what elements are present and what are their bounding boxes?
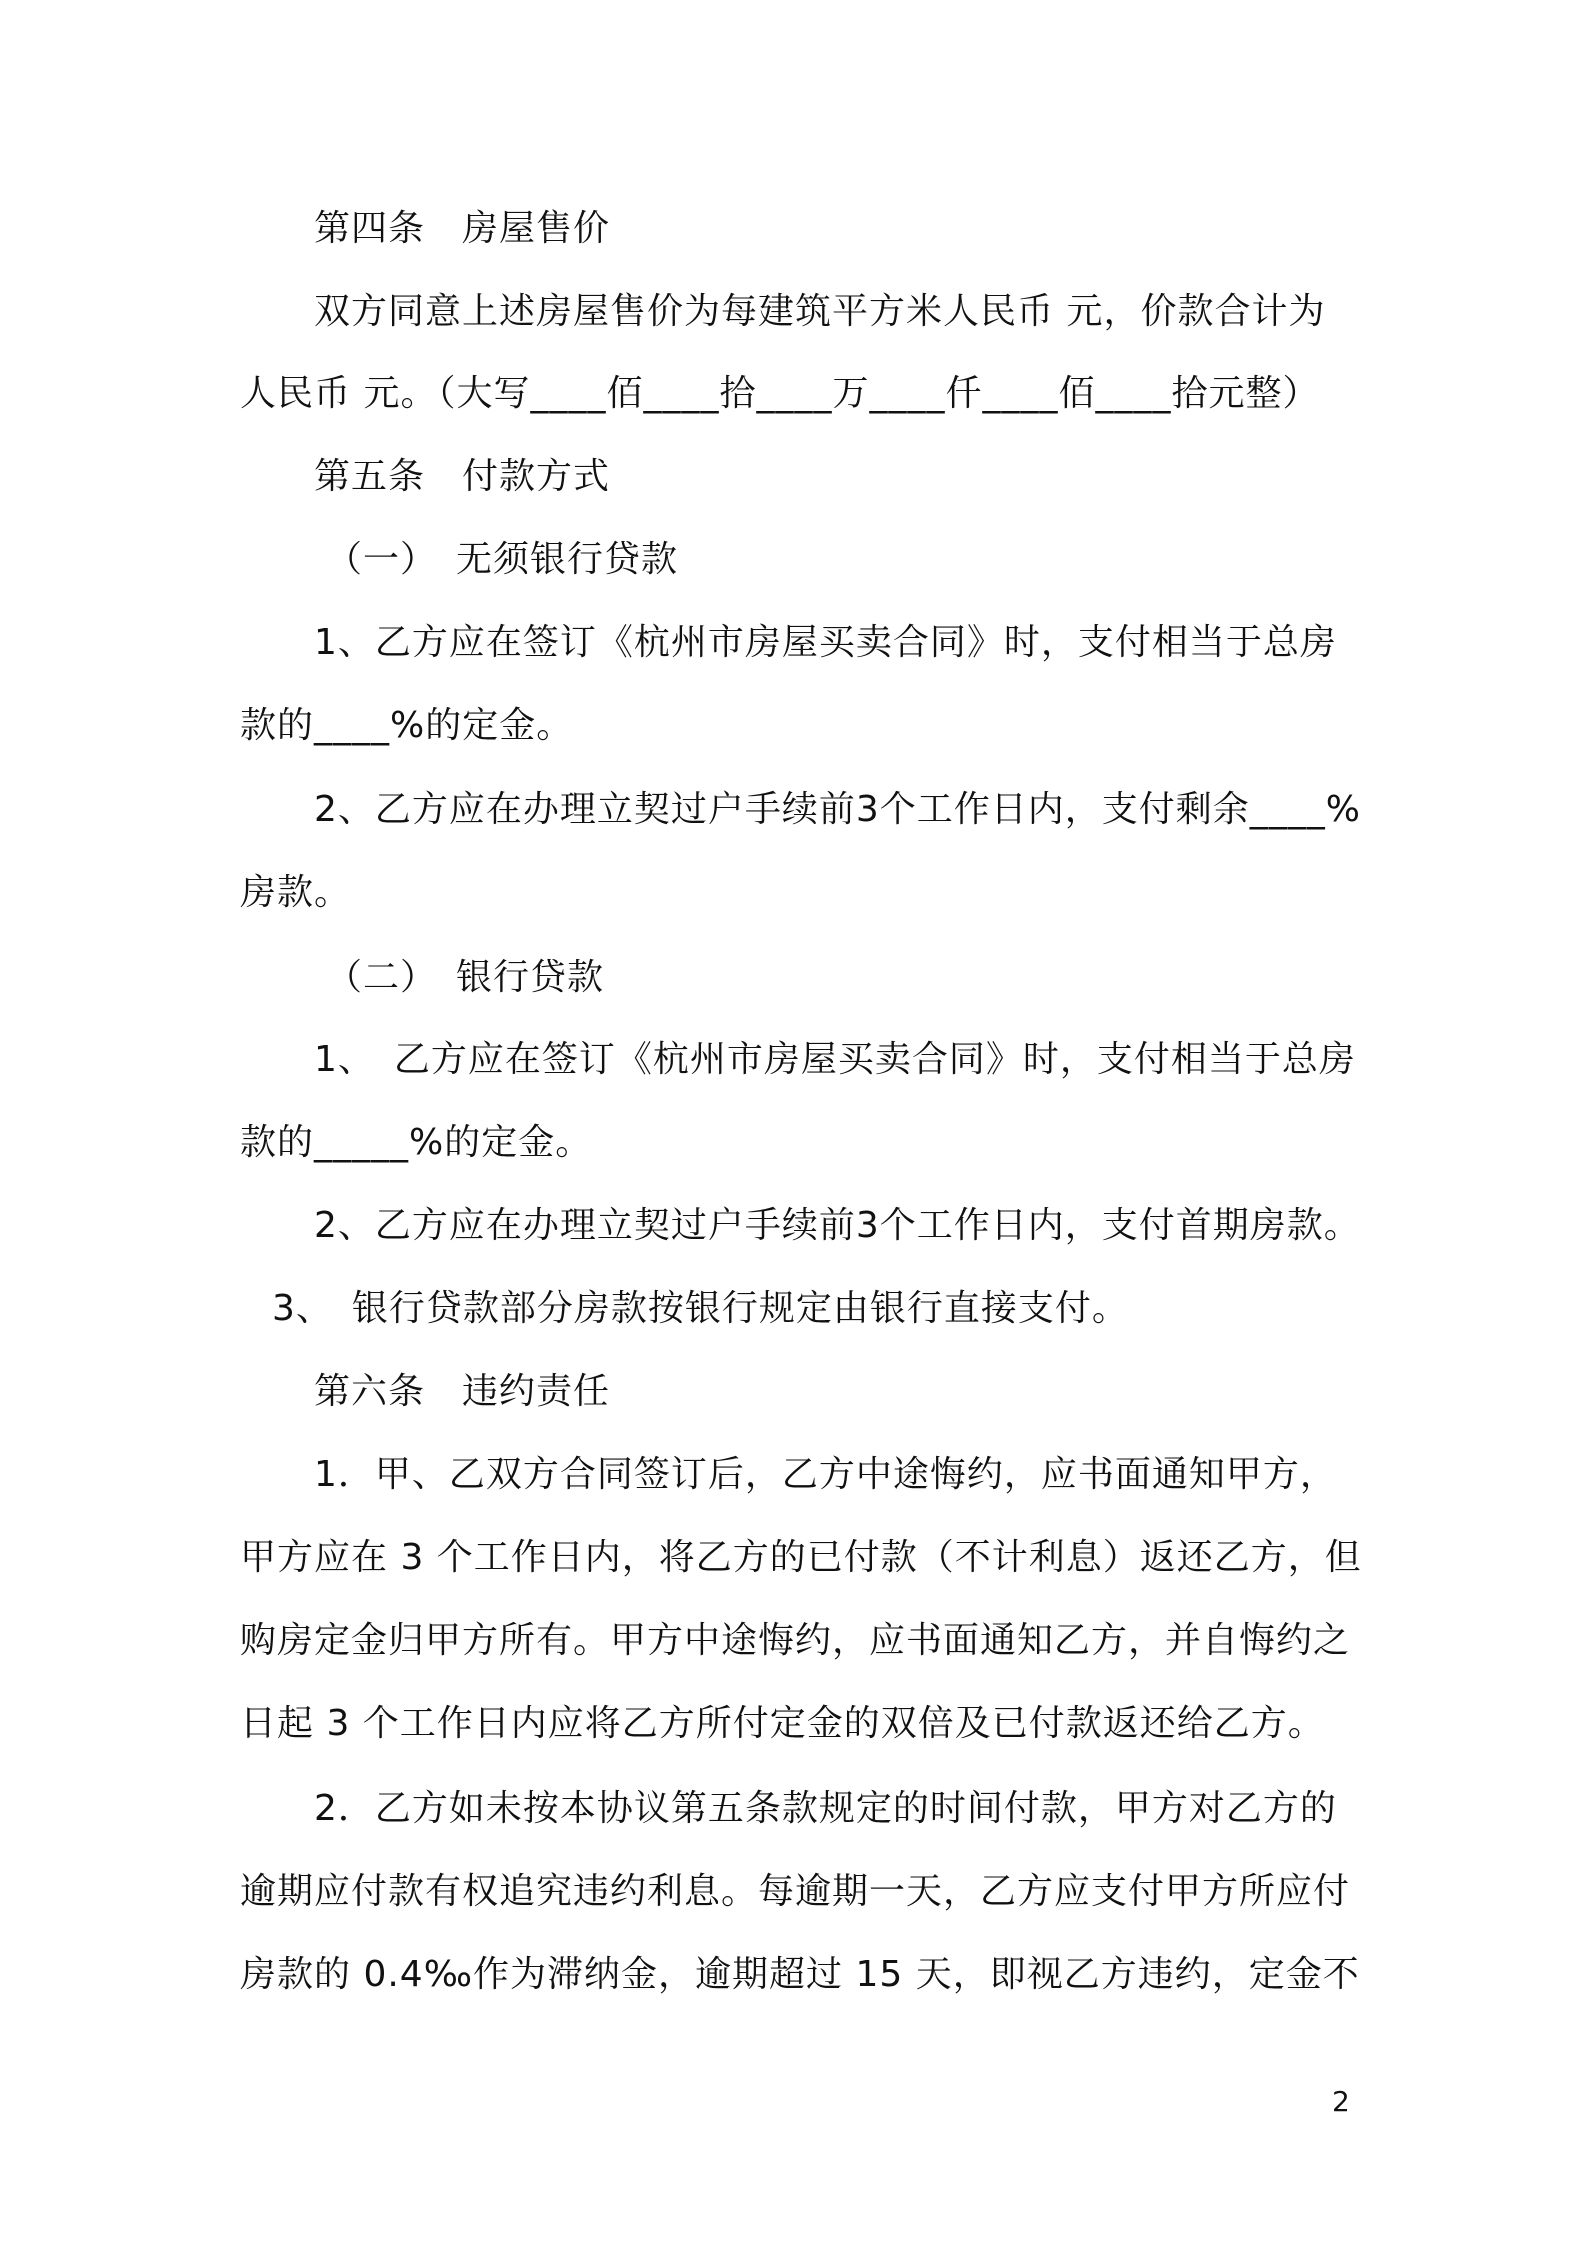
article-five-heading: 第五条 付款方式 [314,456,611,497]
paragraph-line: 款的_____%的定金。 [240,1122,593,1163]
section-heading: （二） 银行贷款 [326,957,605,998]
paragraph-line: 房款。 [240,872,352,913]
paragraph-line: 1、乙方应在签订《杭州市房屋买卖合同》时，支付相当于总房 [314,622,1337,663]
paragraph-line: 人民币 元。（大写____佰____拾____万____仟____佰____拾元整） [240,373,1320,414]
paragraph-line: 2、乙方应在办理立契过户手续前3个工作日内，支付剩余____% [314,789,1362,830]
article-six-heading: 第六条 违约责任 [314,1371,611,1412]
paragraph-line: 3、 银行贷款部分房款按银行规定由银行直接支付。 [272,1288,1129,1329]
paragraph-line: 逾期应付款有权追究违约利息。每逾期一天，乙方应支付甲方所应付 [240,1871,1351,1912]
page-number: 2 [1332,2085,1350,2118]
paragraph-line: 日起 3 个工作日内应将乙方所付定金的双倍及已付款返还给乙方。 [240,1703,1325,1744]
paragraph-line: 双方同意上述房屋售价为每建筑平方米人民币 元，价款合计为 [314,291,1326,332]
article-four-heading: 第四条 房屋售价 [314,208,611,249]
paragraph-line: 购房定金归甲方所有。甲方中途悔约，应书面通知乙方，并自悔约之 [240,1620,1351,1661]
paragraph-line: 甲方应在 3 个工作日内，将乙方的已付款（不计利息）返还乙方，但 [240,1537,1362,1578]
paragraph-line: 房款的 0.4‰作为滞纳金，逾期超过 15 天，即视乙方违约，定金不 [240,1954,1360,1995]
paragraph-line: 1．甲、乙双方合同签订后，乙方中途悔约，应书面通知甲方， [314,1454,1337,1495]
section-heading: （一） 无须银行贷款 [326,539,679,580]
paragraph-line: 2．乙方如未按本协议第五条款规定的时间付款，甲方对乙方的 [314,1788,1337,1829]
paragraph-line: 款的____%的定金。 [240,705,574,746]
paragraph-line: 1、 乙方应在签订《杭州市房屋买卖合同》时，支付相当于总房 [314,1039,1356,1080]
paragraph-line: 2、乙方应在办理立契过户手续前3个工作日内，支付首期房款。 [314,1205,1361,1246]
